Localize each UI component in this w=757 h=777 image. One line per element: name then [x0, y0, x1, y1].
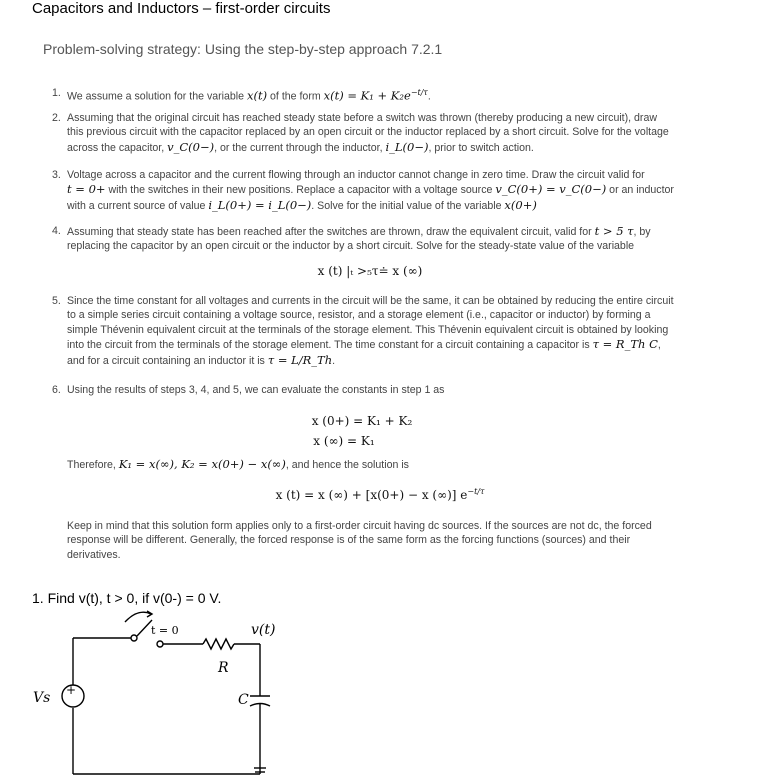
math-inline: v_C(0−) — [167, 139, 215, 154]
math-inline: τ = R_Th C — [592, 337, 658, 352]
equation-initial: x (0+) = K₁ + K₂ — [311, 414, 413, 428]
step-line: across the capacitor, v_C(0−), or the current through the inductor, i_L(0−), prior to switch action. — [67, 139, 534, 154]
step-5 — [52, 294, 737, 368]
step-number: 2. — [52, 112, 61, 124]
step-2 — [52, 111, 737, 155]
math-inline: τ = L/R_Th — [267, 352, 333, 367]
switch-blade — [137, 620, 152, 636]
step-text: of the form — [267, 90, 324, 103]
switch-contact-right — [157, 641, 163, 647]
equation-final: x (∞) = K₁ — [313, 434, 375, 448]
capacitor-label: C — [238, 692, 249, 708]
source-sign: + — [66, 683, 77, 697]
step-number: 3. — [52, 169, 61, 181]
math-superscript: −t/τ — [410, 88, 428, 97]
step-line: and for a circuit containing an inductor it is τ = L/R_Th. — [67, 352, 336, 367]
step-3 — [52, 168, 737, 213]
step-6 — [52, 383, 737, 397]
step-1 — [52, 86, 737, 104]
math-inline: x(t) — [247, 88, 268, 103]
switch-label: t = 0 — [151, 624, 179, 637]
math-inline: i_L(0+) = i_L(0−) — [208, 197, 312, 212]
math-inline: v_C(0+) = v_C(0−) — [495, 182, 607, 197]
step-line: this previous circuit with the capacitor replaced by an open circuit or the inductor replaced by a short circuit. Solve for the voltage — [67, 126, 669, 139]
source-label: Vs — [33, 690, 51, 706]
strategy-subtitle: Problem-solving strategy: Using the step-by-step approach 7.2.1 — [43, 41, 443, 57]
step-line: to a simple series circuit containing a voltage source, resistor, and a storage element (i.e., capacitor or inductor) by forming a — [67, 309, 651, 322]
step-line: simple Thévenin equivalent circuit at the terminals of the storage element. This Thévenin equivalent circuit is obtained by looking — [67, 323, 669, 336]
switch-contact-left — [131, 635, 137, 641]
math-inline: i_L(0−) — [385, 139, 429, 154]
resistor — [203, 639, 234, 649]
output-label: v(t) — [251, 622, 276, 638]
step-text: We assume a solution for the variable — [67, 90, 247, 103]
math-superscript: −t/τ — [467, 487, 485, 496]
step-number: 4. — [52, 225, 61, 237]
step-line: into the circuit from the terminals of the storage element. The time constant for a circuit containing a capacitor is τ = R_Th C, — [67, 337, 661, 352]
step-number: 6. — [52, 384, 61, 396]
math-inline: t > 5 τ — [594, 224, 634, 238]
math-inline: x(t) = K₁ + K₂e — [323, 88, 411, 103]
step-line: Voltage across a capacitor and the current flowing through an inductor cannot change in zero time. Draw the circuit valid for — [67, 169, 645, 181]
step-4 — [52, 224, 737, 254]
step-number: 5. — [52, 295, 61, 307]
step-line: with a current source of value i_L(0+) = i_L(0−). Solve for the initial value of the variable x(0+) — [67, 197, 537, 212]
math-inline: t = 0+ — [67, 182, 106, 197]
resistor-label: R — [218, 660, 229, 676]
keep-in-mind-note: Keep in mind that this solution form applies only to a first-order circuit having dc sources. If the sources are not dc, the forced response will be different. Generally, the forced response is of the same form as the forcing functions (sources) and their derivatives. — [67, 520, 652, 561]
page-title: Capacitors and Inductors – first-order circuits — [32, 0, 331, 17]
therefore-line: Therefore, K₁ = x(∞), K₂ = x(0+) − x(∞), and hence the solution is — [67, 457, 409, 471]
step-text: . — [427, 90, 431, 103]
equation-steady-state: x (t) |ₜ >₅τ≐ x (∞) — [317, 264, 423, 278]
step-line: Since the time constant for all voltages and currents in the circuit will be the same, it can be obtained by reducing the entire circuit — [67, 295, 674, 307]
circuit-diagram — [20, 608, 320, 777]
equation-solution: x (t) = x (∞) + [x(0+) − x (∞)] $e^{-t/\tau}$ — [275, 487, 485, 502]
math-inline: K₁ = x(∞), K₂ = x(0+) − x(∞) — [118, 457, 286, 471]
step-line: Assuming that the original circuit has reached steady state before a switch was thrown (thereby producing a new circuit), draw — [67, 112, 658, 124]
step-line: Using the results of steps 3, 4, and 5, we can evaluate the constants in step 1 as — [67, 384, 445, 396]
step-number: 1. — [52, 87, 61, 99]
step-line: Assuming that steady state has been reached after the switches are thrown, draw the equivalent circuit, valid for t > 5 τ, by — [67, 224, 651, 238]
step-line: replacing the capacitor by an open circuit or the inductor by a short circuit. Solve for the steady-state value of the variable — [67, 240, 635, 253]
question-1: 1. Find v(t), t > 0, if v(0-) = 0 V. — [32, 590, 222, 606]
math-inline: x(0+) — [504, 197, 537, 212]
step-line: t = 0+ with the switches in their new positions. Replace a capacitor with a voltage source v_C(0+) = v_C(0−) or an inductor — [67, 182, 674, 197]
